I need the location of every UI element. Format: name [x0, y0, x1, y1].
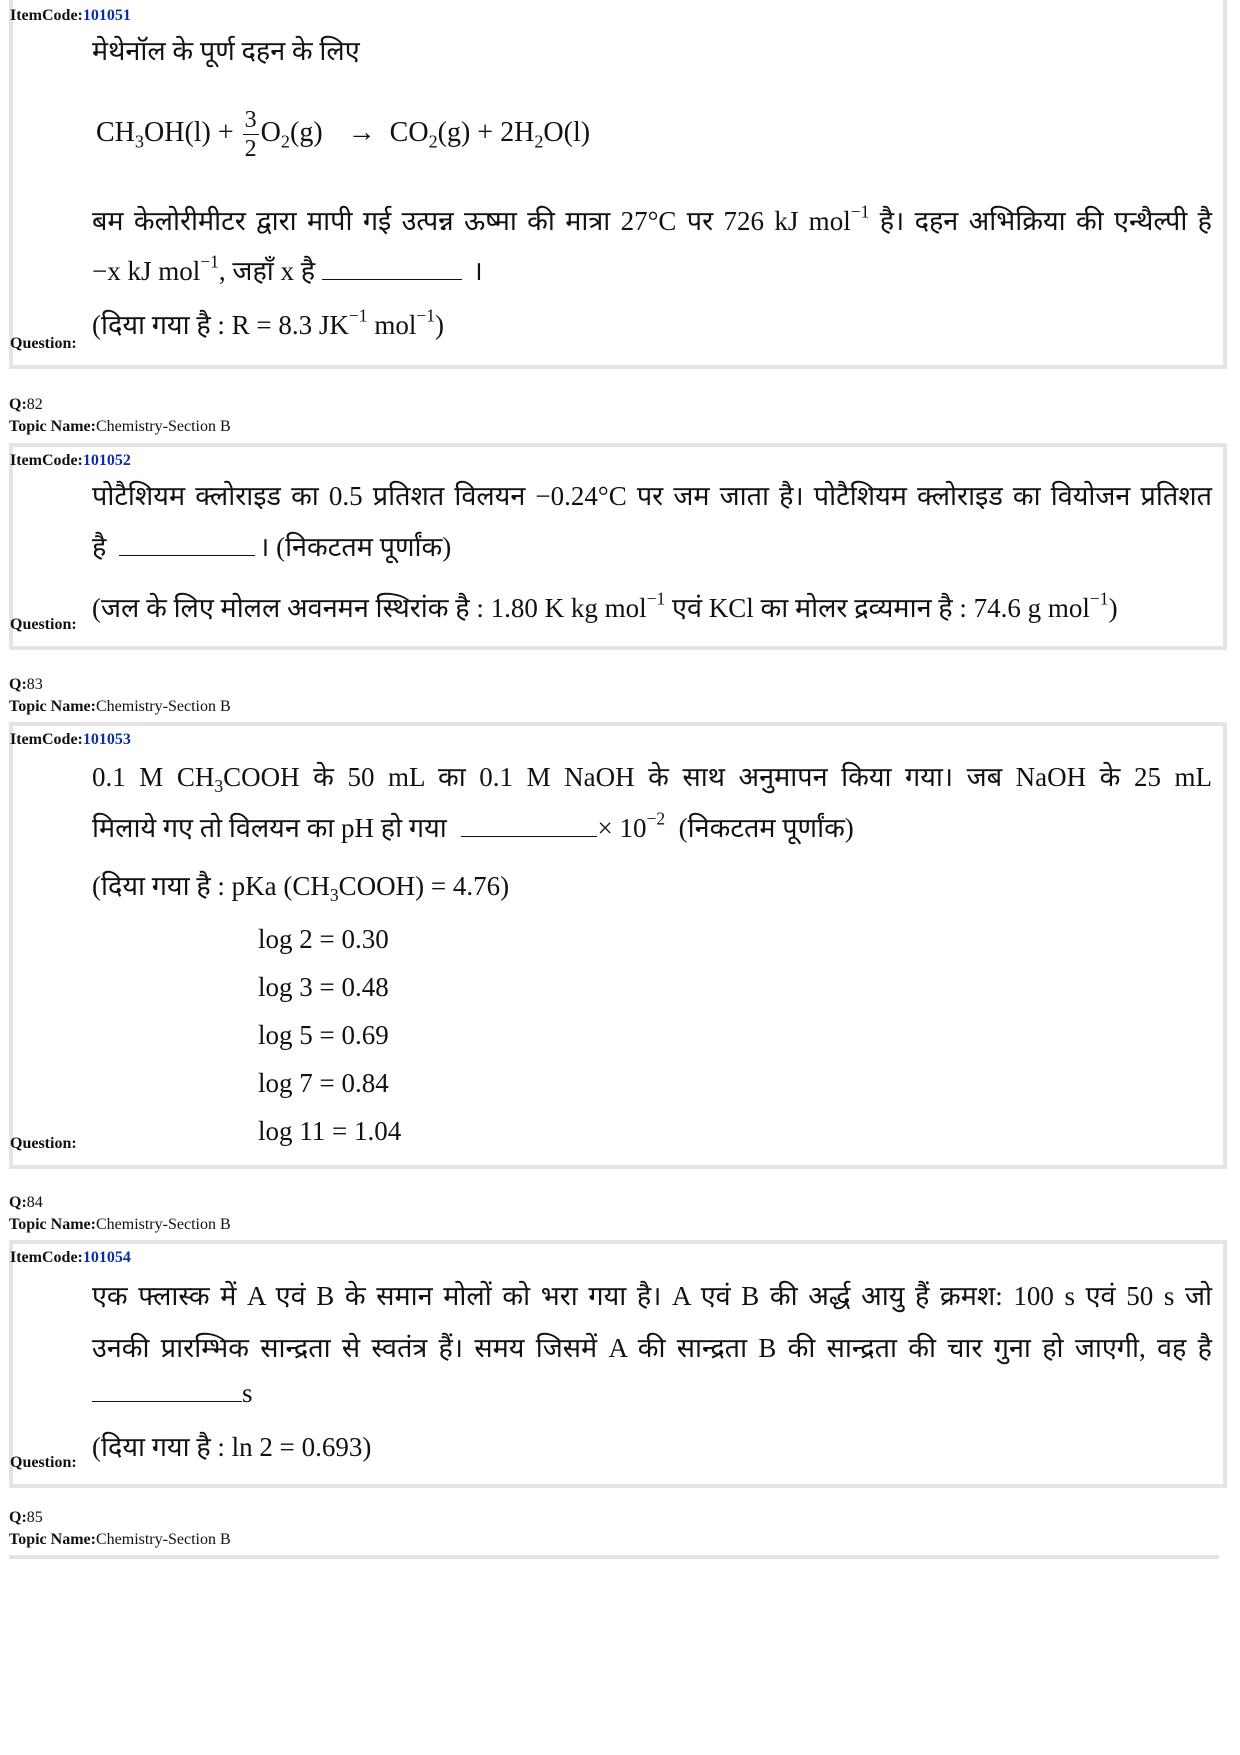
question-label: Question:: [10, 1135, 77, 1152]
q84-topic: Topic Name:Chemistry-Section B: [9, 1216, 231, 1233]
log-value: log 3 = 0.48: [258, 972, 389, 1002]
log-value: log 11 = 1.04: [258, 1116, 402, 1146]
q82-topic: Topic Name:Chemistry-Section B: [9, 418, 231, 435]
itemcode-label: ItemCode:: [10, 452, 83, 469]
combustion-equation: $CH_3OH(l)$ + $\frac{3}{2}$ $O_2(g) \to CO_2(g) + 2H_2O(l)$: [96, 107, 591, 162]
reaction-arrow: →: [347, 116, 376, 148]
itemcode-value: 101052: [82, 452, 131, 469]
q84-line3: s: [92, 1368, 253, 1418]
itemcode-101054: [10, 1249, 131, 1267]
q82-number: Q:82: [9, 396, 43, 413]
q81-line2: −x kJ mol$^{-1}$, जहाँ x है ।: [92, 251, 483, 286]
fraction-three-halves: $\frac{3}{2}$: [244, 107, 257, 162]
itemcode-value: 101053: [82, 731, 131, 748]
answer-blank: [461, 814, 597, 837]
q83-topic: Topic Name:Chemistry-Section B: [9, 698, 231, 715]
q83-number: Q:83: [9, 676, 43, 693]
q81-given: (दिया गया है : R = 8.3 $JK^{-1}$ mol$^{-1}$): [92, 305, 444, 340]
itemcode-101053: [10, 731, 131, 749]
itemcode-label: ItemCode:: [10, 1249, 83, 1266]
answer-blank: [322, 257, 462, 280]
itemcode-101051: [10, 7, 131, 25]
itemcode-value: 101051: [82, 7, 131, 24]
itemcode-value: 101054: [82, 1249, 131, 1266]
question-label: Question:: [10, 1454, 77, 1471]
q83-given: (दिया गया है : pKa $(CH_3COOH) = 4.76$): [92, 871, 510, 906]
q85-topic: Topic Name:Chemistry-Section B: [9, 1531, 231, 1548]
log-value: log 5 = 0.69: [258, 1020, 389, 1050]
question-label: Question:: [10, 335, 77, 352]
q81-intro: मेथेनॉल के पूर्ण दहन के लिए: [92, 36, 360, 66]
card-top-border: [9, 1555, 1219, 1559]
q84-given: (दिया गया है : ln 2 = 0.693): [92, 1432, 372, 1462]
q82-given: (जल के लिए मोलल अवनमन स्थिरांक है : 1.80 K kg mol$^{-1}$ एवं KCl का मोलर द्रव्यमान है : 74.6 g mol$^{-1}$): [92, 588, 1118, 623]
q83-line2: मिलाये गए तो विलयन का pH हो गया × $10^{-2}$ (निकटतम पूर्णांक): [92, 808, 854, 843]
q84-number: Q:84: [9, 1194, 43, 1211]
itemcode-label: ItemCode:: [10, 7, 83, 24]
q83-line1: 0.1 M $CH_3COOH$ के 50 mL का 0.1 M NaOH के साथ अनुमापन किया गया। जब NaOH के 25 mL: [92, 762, 1213, 797]
q82-line2: है । (निकटतम पूर्णांक): [92, 532, 452, 562]
question-label: Question:: [10, 616, 77, 633]
itemcode-label: ItemCode:: [10, 731, 83, 748]
log-value: log 7 = 0.84: [258, 1068, 389, 1098]
log-value: log 2 = 0.30: [258, 924, 389, 954]
q84-line2: उनकी प्रारम्भिक सान्द्रता से स्वतंत्र हैं। समय जिसमें A की सान्द्रता B की सान्द्रता की चार गुना हो जाएगी, वह है: [92, 1333, 1212, 1363]
q84-line1: एक फ्लास्क में A एवं B के समान मोलों को भरा गया है। A एवं B की अर्द्ध आयु हैं क्रमश: 100 s एवं 50 s जो: [92, 1281, 1212, 1311]
q85-number: Q:85: [9, 1509, 43, 1526]
q81-line1: बम केलोरीमीटर द्वारा मापी गई उत्पन्न ऊष्मा की मात्रा 27°C पर 726 kJ mol$^{-1}$ है। दहन अभिक्रिया की एन्थैल्पी है: [92, 201, 1213, 236]
answer-blank: [119, 533, 255, 556]
answer-blank: [92, 1379, 242, 1402]
itemcode-101052: [10, 452, 131, 470]
q82-line1: पोटैशियम क्लोराइड का 0.5 प्रतिशत विलयन −0.24°C पर जम जाता है। पोटैशियम क्लोराइड का वियोजन प्रतिशत: [92, 481, 1212, 511]
